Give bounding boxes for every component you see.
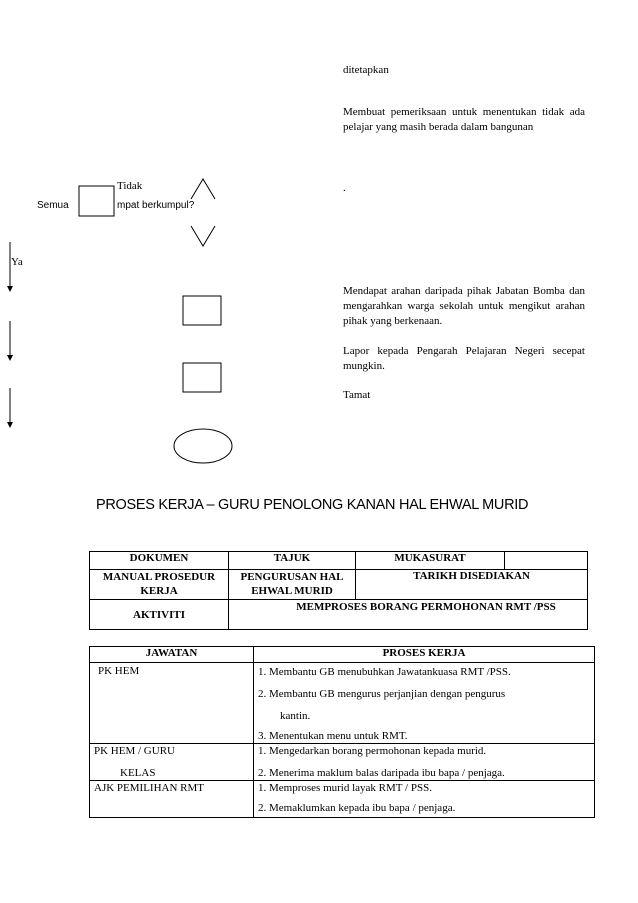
col-proses: PROSES KERJA [254, 647, 595, 663]
jawatan-text: PK HEM / GURU [94, 745, 175, 757]
aktiviti-label: AKTIVITI [90, 600, 229, 630]
col-jawatan: JAWATAN [90, 647, 254, 663]
flow-step-2: Membuat pemeriksaan untuk menentukan tidak ada pelajar yang masih berada dalam bangunan [343, 106, 585, 133]
tarikh-label: TARIKH DISEDIAKAN [356, 570, 588, 600]
table-row [90, 744, 595, 781]
proses-item: 3. Menentukan menu untuk RMT. [258, 730, 408, 742]
proses-item: kantin. [280, 710, 311, 722]
decision-text: mpat berkumpul? [117, 200, 195, 211]
jawatan-text-2: KELAS [120, 767, 156, 779]
arrow-head-3 [7, 422, 13, 428]
proses-cell [254, 781, 595, 818]
jawatan-cell [90, 781, 254, 818]
proses-cell [254, 744, 595, 781]
proses-item: 2. Membantu GB mengurus perjanjian dengan pengurus [258, 688, 506, 700]
section-title: PROSES KERJA – GURU PENOLONG KANAN HAL EHWAL MURID [96, 497, 529, 513]
flow-step-3: . [343, 182, 346, 194]
diamond-top-half [191, 179, 215, 199]
proses-item: 1. Membantu GB menubuhkan Jawatankuasa RMT /PSS. [258, 666, 511, 678]
arrow-head-1 [7, 286, 13, 292]
process-box-1 [183, 296, 221, 325]
manual-label: MANUAL PROSEDUR KERJA [90, 570, 229, 600]
diamond-bottom-half [191, 226, 215, 246]
mukasurat-value [505, 552, 588, 570]
arrow-head-2 [7, 355, 13, 361]
flow-step-5: Lapor kepada Pengarah Pelajaran Negeri secepat mungkin. [343, 345, 585, 372]
header-table [89, 551, 588, 630]
process-box-2 [183, 363, 221, 392]
flow-step-6: Tamat [343, 389, 371, 401]
jawatan-cell [90, 663, 254, 744]
pengurusan-label: PENGURUSAN HAL EHWAL MURID [229, 570, 356, 600]
ya-label: Ya [11, 256, 23, 268]
proses-item: 2. Memaklumkan kepada ibu bapa / penjaga. [258, 802, 456, 814]
jawatan-cell [90, 744, 254, 781]
proses-item: 1. Mengedarkan borang permohonan kepada murid. [258, 745, 487, 757]
table-row [90, 781, 595, 818]
semua-label: Semua [37, 200, 69, 211]
flow-box-top [79, 186, 114, 216]
jawatan-text: PK HEM [98, 665, 140, 677]
process-table [89, 646, 595, 818]
table-row [90, 663, 595, 744]
tidak-label: Tidak [117, 180, 143, 192]
flow-step-1: ditetapkan [343, 64, 389, 76]
mukasurat-label: MUKASURAT [356, 552, 505, 570]
flow-step-4: Mendapat arahan daripada pihak Jabatan Bomba dan mengarahkan warga sekolah untuk mengikut arahan pihak yang berkenaan. [343, 285, 585, 327]
proses-item: 2. Menerima maklum balas daripada ibu bapa / penjaga. [258, 767, 505, 779]
proses-cell [254, 663, 595, 744]
tajuk-label: TAJUK [229, 552, 356, 570]
proses-item: 1. Memproses murid layak RMT / PSS. [258, 782, 432, 794]
end-terminator [174, 429, 232, 463]
dokumen-label: DOKUMEN [90, 552, 229, 570]
aktiviti-value: MEMPROSES BORANG PERMOHONAN RMT /PSS [229, 600, 588, 630]
jawatan-text: AJK PEMILIHAN RMT [94, 782, 204, 794]
